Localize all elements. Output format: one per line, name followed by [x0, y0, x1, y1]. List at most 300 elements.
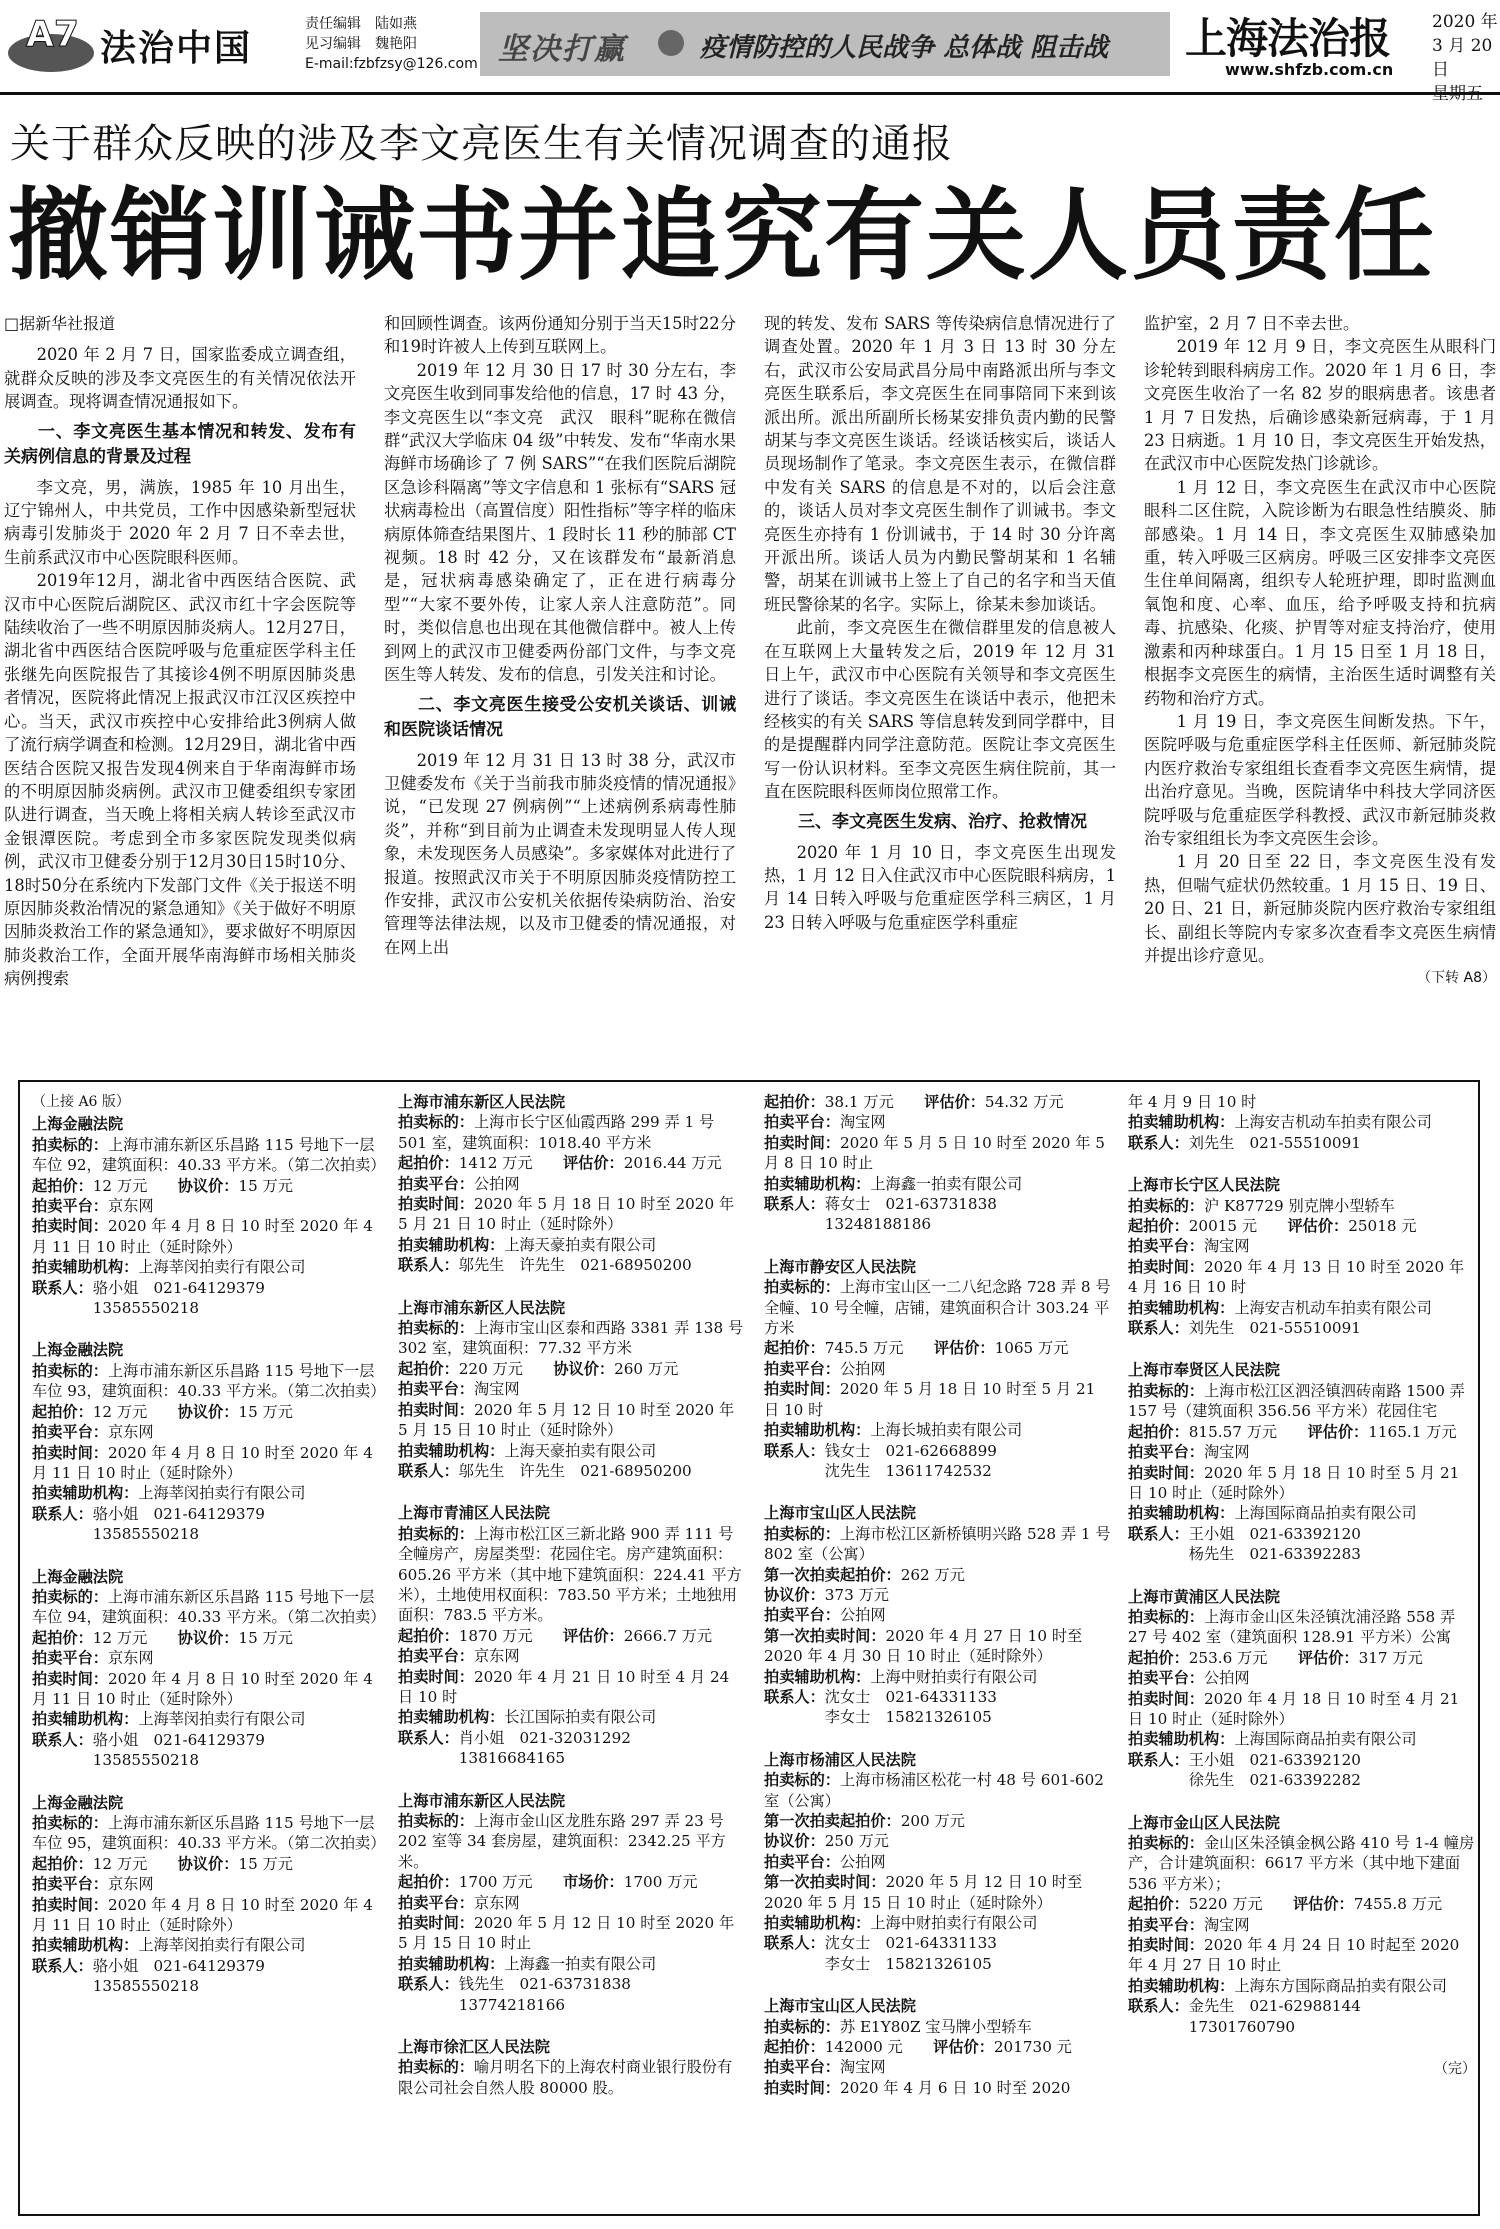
field-label: 联系人： — [764, 1687, 825, 1706]
article-column-content — [1144, 312, 1496, 991]
paragraph: 2020 年 2 月 7 日，国家监委成立调查组，就群众反映的涉及李文亮医生的有关情况依法开展调查。现将调查情况通报如下。 — [4, 345, 356, 412]
auction-entry — [398, 1298, 746, 1482]
auction-field — [32, 1669, 380, 1710]
field-label: 拍卖辅助机构： — [764, 1421, 871, 1440]
auction-column — [32, 1092, 386, 2019]
auction-field — [1128, 1133, 1476, 1153]
auction-field — [764, 1092, 1112, 1112]
field-value: 1700 万元 — [458, 1873, 563, 1892]
field-value: 京东网 — [107, 1875, 154, 1894]
auction-field — [398, 1872, 746, 1892]
auction-entry — [32, 1340, 386, 1544]
field-label: 起拍价： — [32, 1402, 93, 1421]
auction-field — [32, 1361, 386, 1402]
field-label: 起拍价： — [398, 1359, 459, 1378]
field-value: 260 万元 — [614, 1359, 679, 1378]
editor-email: E-mail:fzbfzsy@126.com — [305, 56, 478, 72]
field-value: 上海莘闵拍卖行有限公司 — [138, 1258, 306, 1277]
field-value: 2020 年 5 月 18 日 10 时至 2020 年 5 月 21 日 10 时止（延时除外） — [398, 1195, 739, 1234]
auction-field — [764, 1605, 1112, 1625]
masthead — [0, 0, 1500, 104]
field-label: 拍卖辅助机构： — [1128, 1504, 1235, 1523]
field-label: 拍卖标的： — [1128, 1607, 1204, 1626]
field-label: 评估价： — [933, 2038, 994, 2057]
auction-field — [764, 1524, 1116, 1565]
field-label: 拍卖平台： — [32, 1875, 108, 1894]
auction-field — [32, 1854, 380, 1874]
field-label: 联系人： — [32, 1956, 93, 1975]
field-value: 2020 年 5 月 12 日 10 时至 2020 年 5 月 15 日 10 时止（延时除外） — [764, 1873, 1088, 1912]
field-label: 协议价： — [177, 1628, 239, 1647]
auction-field — [398, 1461, 746, 1481]
auction-field — [764, 1174, 1112, 1194]
field-value: 上海市宝山区泰和西路 3381 弄 138 号 302 室，建筑面积：77.32 平方米 — [398, 1319, 748, 1358]
court-name: 上海市宝山区人民法院 — [764, 1504, 916, 1523]
field-label: 评估价： — [924, 1093, 985, 1111]
auction-field — [764, 1687, 1112, 1728]
auction-field — [764, 1913, 1112, 1933]
field-value: 喻月明名下的上海农村商业银行股份有限公司社会自然人股 80000 股。 — [398, 2058, 733, 2097]
field-label: 拍卖平台： — [1128, 1443, 1204, 1462]
field-label: 评估价： — [1297, 1648, 1359, 1667]
auction-field — [764, 1441, 1112, 1482]
field-value: 沪 K87729 别克牌小型轿车 — [1203, 1196, 1395, 1215]
field-label: 拍卖标的： — [1128, 1196, 1204, 1215]
field-label: 评估价： — [933, 1339, 995, 1358]
field-label: 联系人： — [32, 1278, 93, 1297]
field-value: 上海市浦东新区乐昌路 115 号地下一层车位 95，建筑面积：40.33 平方米。（第二次拍卖） — [32, 1814, 386, 1853]
paragraph: 监护室，2 月 7 日不幸去世。 — [1144, 314, 1360, 333]
field-value: 2020 年 4 月 18 日 10 时至 4 月 21 日 10 时止（延时除外） — [1128, 1689, 1465, 1728]
field-value: 骆小姐 021-64129379 13585550218 — [92, 1278, 265, 1318]
field-value: 15 万元 — [238, 1402, 293, 1421]
field-label: 拍卖平台： — [764, 1852, 840, 1871]
auction-field — [1128, 1196, 1476, 1216]
field-label: 起拍价： — [32, 1176, 93, 1195]
court-name: 上海金融法院 — [32, 1115, 124, 1134]
field-label: 拍卖时间： — [398, 1400, 474, 1419]
field-value: 2020 年 4 月 8 日 10 时至 2020 年 4 月 11 日 10 时止（延时除外） — [32, 1217, 378, 1256]
field-value: 上海市杨浦区松花一村 48 号 601-602 室（公寓） — [764, 1771, 1109, 1810]
auction-field — [1128, 1524, 1476, 1565]
field-value: 金山区朱泾镇金枫公路 410 号 1-4 幢房产，合计建筑面积：6617 平方米（其中地下建面 536 平方米）； — [1128, 1834, 1475, 1893]
auction-field — [1128, 1648, 1476, 1668]
auction-entry — [1128, 1175, 1476, 1338]
auction-entry — [764, 1996, 1112, 2098]
field-value: 1165.1 万元 — [1368, 1422, 1457, 1441]
field-value: 1700 万元 — [623, 1873, 698, 1892]
field-label: 起拍价： — [1128, 1217, 1189, 1236]
auction-field — [1128, 1668, 1476, 1688]
field-value: 蒋女士 021-63731838 13248188186 — [824, 1195, 997, 1234]
auction-field — [32, 1402, 380, 1422]
paragraph: 1 月 20 日至 22 日，李文亮医生没有发热，但喘气症状仍然较重。1 月 15 日、19 日、20 日、21 日，新冠肺炎院内医疗救治专家组组长、副组长等院内专家多次查看李文亮医生病情并提出诊疗意见。 — [1144, 852, 1496, 965]
field-value: 上海市浦东新区乐昌路 115 号地下一层车位 92，建筑面积：40.33 平方米。（第二次拍卖） — [32, 1135, 386, 1175]
court-name: 上海市奉贤区人民法院 — [1128, 1361, 1280, 1380]
field-value: 公拍网 — [1203, 1669, 1250, 1688]
auction-field — [32, 1216, 380, 1257]
auction-field — [398, 1667, 746, 1708]
auction-field — [1128, 1442, 1476, 1462]
field-label: 拍卖时间： — [1128, 1463, 1204, 1482]
field-label: 拍卖标的： — [764, 2017, 840, 2036]
field-value: 苏 E1Y80Z 宝马牌小型轿车 — [839, 2017, 1032, 2036]
court-name: 上海市浦东新区人民法院 — [398, 1791, 566, 1810]
field-value: 钱先生 021-63731838 13774218166 — [458, 1975, 631, 2014]
field-label: 起拍价： — [764, 2038, 825, 2057]
field-value: 肖小姐 021-32031292 13816684165 — [458, 1728, 631, 1768]
paragraph: 此前，李文亮医生在微信群里发的信息被人在互联网上大量转发之后，2019 年 12 月 31 日上午，武汉市中心医院有关领导和李文亮医生进行了谈话。李文亮医生在谈话中表示，他把未经核实的有关 SARS 等信息转发到同学群中，目的是提醒群内同学注意防范。医院让李文亮医生写一份认识材料。至李文亮医生病住院前，其一直在医院眼科医师岗位照常工作。 — [764, 618, 1116, 802]
auction-field — [764, 1626, 1112, 1667]
auction-field — [398, 1974, 746, 2015]
field-value: 公拍网 — [839, 1606, 886, 1625]
auction-field — [1128, 1833, 1476, 1894]
field-value: 淘宝网 — [1203, 1915, 1250, 1934]
virus-icon — [658, 30, 684, 56]
auction-field — [764, 1338, 1112, 1358]
field-value: 5220 万元 — [1188, 1895, 1293, 1914]
article-column — [384, 312, 736, 959]
field-value: 上海市松江区新桥镇明兴路 528 弄 1 号 802 室（公寓） — [764, 1524, 1116, 1564]
field-value: 12 万元 — [92, 1628, 178, 1647]
field-value: 骆小姐 021-64129379 13585550218 — [92, 1956, 265, 1996]
field-value: 200 万元 — [900, 1812, 965, 1830]
auction-column — [1128, 1092, 1476, 2079]
field-label: 联系人： — [1128, 1319, 1189, 1338]
field-value: 317 万元 — [1358, 1648, 1423, 1667]
auction-field — [764, 2017, 1112, 2037]
field-value: 上海天豪拍卖有限公司 — [504, 1235, 657, 1254]
field-label: 联系人： — [398, 1728, 459, 1747]
paragraph: 2020 年 1 月 10 日，李文亮医生出现发热，1 月 12 日入住武汉市中心医院眼科病房，1 月 14 日转入呼吸与危重症医学科三病区，1 月 23 日转入呼吸与危重症医学科重症 — [764, 842, 1116, 932]
article-subheadline: 关于群众反映的涉及李文亮医生有关情况调查的通报 — [10, 121, 953, 167]
article-column — [1144, 312, 1496, 991]
field-value: 12 万元 — [92, 1402, 178, 1421]
auction-entry — [764, 1257, 1112, 1481]
field-label: 协议价： — [764, 1585, 825, 1604]
field-label: 拍卖辅助机构： — [32, 1258, 139, 1277]
continued-note: （下转 A8） — [1417, 970, 1496, 987]
page-number: A7 — [26, 14, 79, 55]
field-label: 协议价： — [764, 1832, 825, 1851]
auction-field — [32, 1196, 380, 1216]
field-value: 54.32 万元 — [984, 1093, 1064, 1111]
field-value: 刘先生 021-55510091 — [1188, 1133, 1361, 1152]
field-label: 拍卖辅助机构： — [1128, 1298, 1235, 1317]
auction-field — [764, 1359, 1112, 1379]
auction-column — [764, 1092, 1116, 2120]
auction-field — [398, 1954, 746, 1974]
field-value: 373 万元 — [824, 1585, 889, 1604]
auction-field — [398, 1112, 746, 1153]
field-label: 拍卖平台： — [32, 1197, 108, 1216]
field-value: 上海鑫一拍卖有限公司 — [870, 1174, 1023, 1193]
field-value: 2020 年 5 月 18 日 10 时至 5 月 21 日 10 时 — [764, 1380, 1101, 1419]
field-label: 拍卖平台： — [1128, 1669, 1204, 1688]
auction-field — [764, 1667, 1112, 1687]
banner-left-text: 坚决打赢 — [498, 32, 626, 67]
field-value: 2020 年 5 月 5 日 10 时至 2020 年 5 月 8 日 10 时止 — [764, 1133, 1110, 1173]
field-value: 上海市宝山区一二八纪念路 728 弄 8 号全幢、10 号全幢，店铺，建筑面积合计 303.24 平方米 — [764, 1278, 1111, 1338]
article-column-content — [764, 312, 1116, 934]
auction-field — [764, 1277, 1112, 1338]
field-label: 评估价： — [562, 1626, 624, 1645]
field-value: 上海安吉机动车拍卖有限公司 — [1234, 1298, 1432, 1317]
auction-entry — [398, 1503, 746, 1768]
court-name: 上海市浦东新区人民法院 — [398, 1298, 566, 1317]
auction-field — [32, 1628, 380, 1648]
field-label: 拍卖标的： — [398, 1319, 474, 1338]
auction-field — [398, 1524, 746, 1626]
court-name: 上海市杨浦区人民法院 — [764, 1750, 916, 1769]
field-label: 拍卖平台： — [764, 1606, 840, 1625]
banner-right-text: 疫情防控的人民战争 总体战 阻击战 — [700, 33, 1109, 63]
auction-field — [32, 1504, 380, 1545]
court-name: 上海市浦东新区人民法院 — [398, 1093, 566, 1111]
auction-field — [764, 1112, 1112, 1132]
section-name: 法治中国 — [100, 28, 253, 69]
auction-field — [32, 1956, 380, 1997]
court-name: 上海市长宁区人民法院 — [1128, 1176, 1280, 1195]
field-value: 38.1 万元 — [824, 1093, 925, 1111]
auction-field — [32, 1135, 386, 1176]
epidemic-banner — [480, 12, 1170, 76]
field-value: 刘先生 021-55510091 — [1188, 1319, 1361, 1338]
field-label: 拍卖标的： — [32, 1135, 108, 1154]
field-label: 起拍价： — [764, 1093, 825, 1111]
court-name: 上海市宝山区人民法院 — [764, 1997, 916, 2016]
field-label: 市场价： — [562, 1873, 624, 1892]
auction-column-content — [764, 1092, 1116, 2098]
field-label: 拍卖平台： — [764, 1359, 840, 1378]
field-label: 拍卖辅助机构： — [32, 1484, 139, 1503]
field-label: 起拍价： — [398, 1873, 459, 1892]
field-value: 上海莘闵拍卖行有限公司 — [138, 1936, 306, 1955]
field-value: 25018 元 — [1348, 1217, 1417, 1236]
auction-field — [398, 1255, 746, 1275]
field-label: 联系人： — [1128, 1133, 1189, 1152]
field-value: 公拍网 — [839, 1359, 886, 1378]
court-name: 上海金融法院 — [32, 1341, 124, 1360]
auction-field — [32, 1257, 380, 1277]
field-value: 2020 年 4 月 24 日 10 时起至 2020 年 4 月 27 日 10 时止 — [1128, 1936, 1465, 1975]
field-label: 拍卖标的： — [1128, 1381, 1204, 1400]
paragraph: 2019 年 12 月 30 日 17 时 30 分左右，李文亮医生收到同事发给他的信息，17 时 43 分，李文亮医生以“李文亮 武汉 眼科”昵称在微信群“武汉大学临床 04 级”中转发、发布“华南水果海鲜市场确诊了 7 例 SARS”“在我们医院后湖院区急诊科隔离”等文字信息和 1 张标有“SARS 冠状病毒检出（高置信度）阳性指标”等字样的临床病原体筛查结果图片、1 段时长 11 秒的肺部 CT 视频。18 时 42 分，又在该群发布“最新消息是，冠状病毒感染确定了，正在进行病毒分型”“大家不要外传，让家人亲人注意防范”。同时，类似信息也出现在其他微信群中。被人上传到网上的武汉市卫健委两份部门文件，与李文亮医生等人转发、发布的信息，引发关注和讨论。 — [384, 360, 736, 685]
field-label: 拍卖时间： — [32, 1443, 108, 1462]
field-value: 京东网 — [473, 1893, 520, 1912]
field-value: 京东网 — [107, 1423, 154, 1442]
field-value: 142000 元 — [824, 2038, 934, 2057]
auction-column-content — [398, 1092, 746, 2098]
auction-field — [1128, 1257, 1476, 1298]
auction-field — [32, 1709, 380, 1729]
field-label: 评估价： — [562, 1154, 624, 1173]
field-value: 沈女士 021-64331133 李女士 15821326105 — [824, 1687, 997, 1727]
field-label: 起拍价： — [1128, 1895, 1189, 1914]
field-label: 拍卖时间： — [764, 1380, 840, 1399]
field-value: 815.57 万元 — [1188, 1422, 1308, 1441]
field-value: 745.5 万元 — [824, 1339, 934, 1358]
auction-entry — [1128, 1092, 1476, 1153]
auction-field — [764, 1565, 1112, 1585]
auction-field — [1128, 1689, 1476, 1730]
field-value: 淘宝网 — [473, 1380, 520, 1399]
field-value: 20015 元 — [1188, 1217, 1288, 1236]
field-label: 联系人： — [764, 1441, 825, 1460]
field-label: 联系人： — [764, 1934, 825, 1953]
field-label: 拍卖辅助机构： — [1128, 1113, 1235, 1132]
auction-entry — [1128, 1813, 1476, 2037]
field-label: 拍卖时间： — [398, 1195, 474, 1214]
auction-entry — [1128, 1587, 1476, 1791]
field-label: 拍卖辅助机构： — [1128, 1976, 1235, 1995]
newspaper-url: www.shfzb.com.cn — [1225, 60, 1394, 79]
field-label: 拍卖辅助机构： — [1128, 1730, 1235, 1749]
field-label: 拍卖时间： — [764, 2078, 840, 2097]
article-column — [4, 312, 356, 991]
auction-field — [398, 1728, 746, 1769]
field-label: 拍卖标的： — [764, 1524, 840, 1543]
field-label: 拍卖辅助机构： — [398, 1954, 505, 1973]
field-value: 上海莘闵拍卖行有限公司 — [138, 1710, 306, 1729]
field-value: 2020 年 5 月 12 日 10 时至 2020 年 5 月 15 日 10 时止 — [398, 1914, 739, 1953]
field-value: 1065 万元 — [994, 1339, 1069, 1358]
auction-field — [398, 1235, 746, 1255]
court-name: 上海市金山区人民法院 — [1128, 1813, 1280, 1832]
paragraph: 1 月 19 日，李文亮医生间断发热。下午，医院呼吸与危重症医学科主任医师、新冠肺炎院内医疗救治专家组组长查看李文亮医生病情，提出治疗意见。当晚，医院请华中科技大学同济医院呼吸与危重症医学科教授、武汉市新冠肺炎救治专家组组长为李文亮医生会诊。 — [1144, 711, 1496, 848]
field-value: 15 万元 — [238, 1628, 293, 1647]
field-label: 拍卖标的： — [398, 2058, 474, 2077]
field-label: 拍卖时间： — [32, 1217, 108, 1236]
editor-line: 责任编辑 陆如燕 — [305, 16, 417, 32]
field-label: 拍卖平台： — [764, 1113, 840, 1132]
field-value: 2020 年 4 月 8 日 10 时至 2020 年 4 月 11 日 10 时止（延时除外） — [32, 1895, 378, 1935]
court-name: 上海市静安区人民法院 — [764, 1257, 916, 1276]
field-value: 上海市金山区龙胜东路 297 弄 23 号 202 室等 34 套房屋，建筑面积：2342.25 平方米。 — [398, 1812, 729, 1871]
editor-credits — [305, 14, 478, 74]
date-weekday: 星期五 — [1432, 84, 1483, 104]
field-value: 上海东方国际商品拍卖有限公司 — [1234, 1976, 1447, 1995]
field-label: 拍卖标的： — [398, 1113, 474, 1132]
field-value: 上海国际商品拍卖有限公司 — [1234, 1504, 1417, 1523]
field-value: 上海鑫一拍卖有限公司 — [504, 1954, 657, 1973]
auction-field — [32, 1874, 380, 1894]
section-heading: 二、李文亮医生接受公安机关谈话、训诫和医院谈话情况 — [384, 694, 736, 740]
section-heading: 一、李文亮医生基本情况和转发、发布有关病例信息的背景及过程 — [4, 421, 356, 467]
auction-field — [398, 1379, 746, 1399]
field-label: 拍卖时间： — [1128, 1689, 1204, 1708]
auction-field — [1128, 1112, 1476, 1132]
paragraph: 现的转发、发布 SARS 等传染病信息情况进行了调查处置。2020 年 1 月 3 日 13 时 30 分左右，武汉市公安局武昌分局中南路派出所与李文亮医生联系后，李文亮医生在同事陪同下来到该派出所。派出所副所长杨某安排负责内勤的民警胡某与李文亮医生谈话。经谈话核实后，谈话人员现场制作了笔录。李文亮医生表示，在微信群中发有关 SARS 的信息是不对的，以后会注意的，谈话人员对李文亮医生制作了训诫书。李文亮医生亦持有 1 份训诫书，于 14 时 30 分许离开派出所。谈话人员为内勤民警胡某和 1 名辅警，胡某在训诫书上签上了自己的名字和当天值班民警徐某的名字。实际上，徐某未参加谈话。 — [764, 314, 1116, 614]
field-label: 联系人： — [1128, 1750, 1189, 1769]
field-value: 2020 年 4 月 6 日 10 时至 2020 — [839, 2078, 1071, 2097]
field-label: 拍卖辅助机构： — [32, 1710, 139, 1729]
section-heading: 三、李文亮医生发病、治疗、抢救情况 — [798, 811, 1087, 832]
auction-entry — [764, 1503, 1116, 1727]
field-value: 2020 年 4 月 21 日 10 时至 4 月 24 日 10 时 — [398, 1667, 735, 1706]
field-label: 拍卖标的： — [398, 1524, 474, 1543]
auction-field — [398, 1174, 746, 1194]
auction-field — [764, 1872, 1112, 1913]
field-label: 联系人： — [32, 1730, 93, 1749]
end-mark: （完） — [1434, 2061, 1476, 2078]
field-value: 邬先生 许先生 021-68950200 — [458, 1256, 692, 1275]
field-label: 拍卖时间： — [1128, 1936, 1204, 1955]
court-name: 上海市黄浦区人民法院 — [1128, 1587, 1280, 1606]
auction-field — [1128, 1092, 1476, 1112]
field-value: 骆小姐 021-64129379 13585550218 — [92, 1504, 265, 1544]
field-label: 拍卖时间： — [398, 1667, 474, 1686]
field-label: 拍卖平台： — [398, 1174, 474, 1193]
auction-column-content — [1128, 1092, 1476, 2037]
field-label: 联系人： — [398, 1461, 459, 1480]
field-label: 联系人： — [764, 1195, 825, 1214]
auction-entry — [764, 1750, 1112, 1974]
field-value: 2020 年 4 月 8 日 10 时至 2020 年 4 月 11 日 10 时止（延时除外） — [32, 1669, 378, 1708]
auction-field — [1128, 1935, 1476, 1976]
field-value: 上海天豪拍卖有限公司 — [504, 1441, 657, 1460]
auction-field — [1128, 1996, 1476, 2037]
field-value: 15 万元 — [238, 1854, 293, 1873]
field-value: 上海莘闵拍卖行有限公司 — [138, 1484, 306, 1503]
field-label: 拍卖标的： — [764, 1278, 840, 1297]
auction-field — [398, 1707, 746, 1727]
auction-field — [32, 1813, 386, 1854]
page-number-badge — [8, 12, 98, 72]
field-label: 拍卖标的： — [764, 1771, 840, 1790]
auction-field — [32, 1278, 380, 1319]
auction-field — [764, 1933, 1112, 1974]
auction-field — [1128, 1976, 1476, 1996]
field-value: 金先生 021-62988144 17301760790 — [1188, 1997, 1361, 2036]
field-label: 拍卖辅助机构： — [764, 1667, 871, 1686]
field-value: 7455.8 万元 — [1353, 1895, 1443, 1914]
field-value: 王小姐 021-63392120 徐先生 021-63392282 — [1188, 1750, 1361, 1790]
field-value: 淘宝网 — [1203, 1443, 1250, 1462]
field-label: 联系人： — [1128, 1524, 1189, 1543]
field-label: 起拍价： — [398, 1626, 459, 1645]
auction-field — [32, 1483, 380, 1503]
court-name: 上海金融法院 — [32, 1793, 124, 1812]
auction-field — [764, 1194, 1112, 1235]
paragraph: 李文亮，男，满族，1985 年 10 月出生，辽宁锦州人，中共党员，工作中因感染新型冠状病毒引发肺炎于 2020 年 2 月 7 日不幸去世，生前系武汉市中心医院眼科医师。 — [4, 477, 356, 567]
auction-field — [764, 1133, 1112, 1174]
field-label: 拍卖平台： — [398, 1380, 474, 1399]
auction-entry — [32, 1793, 386, 1997]
field-label: 拍卖辅助机构： — [398, 1235, 505, 1254]
field-label: 拍卖时间： — [32, 1669, 108, 1688]
auction-field — [1128, 1750, 1476, 1791]
paragraph: 1 月 12 日，李文亮医生在武汉市中心医院眼科二区住院，入院诊断为右眼急性结膜炎、肺部感染。1 月 14 日，李文亮医生双肺感染加重，转入呼吸三区病房。呼吸三区安排李文亮医生住单间隔离，组织专人轮班护理，即时监测血氧饱和度、心率、血压，给予呼吸支持和抗病毒、抗感染、化痰、护胃等对症支持治疗，使用激素和丙种球蛋白。1 月 15 日至 1 月 18 日，根据李文亮医生的病情，主治医生适时调整有关药物和治疗方式。 — [1144, 477, 1496, 708]
paragraph: 和回顾性调查。该两份通知分别于当天15时22分和19时许被人上传到互联网上。 — [384, 314, 736, 357]
auction-field — [1128, 1216, 1476, 1236]
field-value: 上海国际商品拍卖有限公司 — [1234, 1730, 1417, 1749]
field-label: 协议价： — [553, 1359, 615, 1378]
field-label: 拍卖时间： — [764, 1133, 840, 1152]
field-value: 长江国际拍卖有限公司 — [504, 1708, 657, 1727]
auction-entry — [1128, 1360, 1476, 1564]
issue-date — [1432, 10, 1500, 106]
field-value: 262 万元 — [900, 1565, 965, 1584]
field-label: 拍卖平台： — [398, 1893, 474, 1912]
field-label: 第一次拍卖起拍价： — [764, 1812, 901, 1830]
auction-field — [1128, 1298, 1476, 1318]
field-label: 拍卖标的： — [32, 1814, 108, 1832]
auction-field — [398, 1913, 746, 1954]
auction-entry — [398, 1791, 746, 2015]
field-label: 拍卖辅助机构： — [398, 1708, 505, 1727]
auction-notices — [18, 1080, 1480, 2216]
